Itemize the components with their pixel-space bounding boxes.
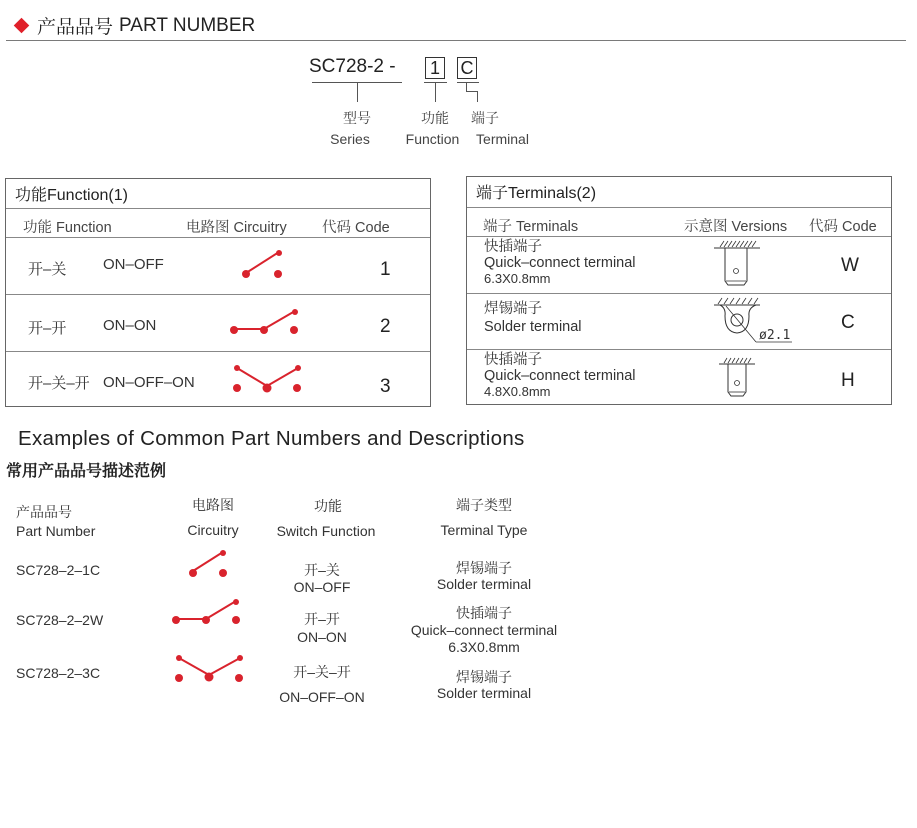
terminal-label-cn: 端子: [471, 110, 499, 126]
series-label-en: Series: [330, 131, 370, 147]
on-off-on-circuit-icon: [170, 652, 250, 688]
section-title: [12, 12, 255, 39]
example-terminal-cn: 焊锡端子: [456, 669, 512, 685]
example-part-number: SC728–2–2W: [16, 612, 104, 628]
header-code: 代码 Code: [809, 219, 877, 235]
quick-connect-terminal-narrow-icon: [717, 356, 757, 402]
function-code: 3: [380, 376, 391, 397]
terminal-desc: [484, 300, 582, 336]
terminal-table: [466, 176, 892, 405]
example-function: [262, 610, 382, 646]
header-function-cn: 功能: [314, 498, 342, 514]
terminal-row-w: [467, 237, 891, 294]
function-row-2: [6, 295, 430, 352]
terminal-leader-a: [466, 82, 467, 91]
terminal-desc: [484, 352, 636, 400]
series-leader: [357, 82, 358, 102]
terminal-cn: 快插端子: [484, 239, 542, 255]
on-on-circuit-icon: [228, 307, 308, 339]
terminal-label-en: Terminal: [476, 131, 529, 147]
example-part-number: SC728–2–1C: [16, 562, 101, 578]
terminal-desc: [484, 239, 636, 287]
example-function-cn: 开–开: [304, 611, 340, 627]
function-row-1: [6, 238, 430, 295]
example-terminal-en: Quick–connect terminal: [410, 622, 558, 638]
terminal-cn: 焊锡端子: [484, 301, 542, 317]
example-terminal-cn: 焊锡端子: [456, 560, 512, 576]
example-function-en: ON–ON: [297, 629, 347, 645]
terminal-code-box: C: [457, 57, 477, 79]
function-label-en: Function: [405, 131, 460, 147]
examples-title: Examples of Common Part Numbers and Descriptions: [18, 427, 525, 450]
on-off-circuit-icon: [236, 248, 296, 280]
on-off-on-circuit-icon: [228, 362, 308, 398]
quick-connect-terminal-wide-icon: [712, 239, 762, 291]
function-table: [5, 178, 431, 407]
header-circuitry-cn: 电路图: [192, 497, 234, 513]
terminal-row-h: [467, 350, 891, 406]
example-terminal-en: Solder terminal: [436, 685, 532, 701]
example-function-en: ON–OFF–ON: [279, 689, 365, 705]
example-terminal: [384, 560, 584, 592]
terminal-size: 4.8X0.8mm: [484, 384, 551, 399]
examples-subtitle: 常用产品品号描述范例: [6, 463, 167, 480]
function-table-caption: 功能Function(1): [6, 179, 430, 209]
function-en: ON–OFF–ON: [103, 374, 195, 391]
part-number-prefix: SC728-2 -: [309, 56, 396, 77]
example-function: [262, 660, 382, 710]
section-title-cn: 产品品号: [37, 17, 114, 38]
header-part-number-cn: 产品品号: [16, 504, 72, 520]
example-terminal: [384, 669, 584, 701]
example-function-cn: 开–关: [304, 562, 340, 578]
example-terminal-size: 6.3X0.8mm: [448, 639, 520, 655]
svg-text:ø2.1: ø2.1: [759, 328, 791, 343]
diamond-bullet-icon: [14, 18, 30, 34]
example-part-number: SC728–2–3C: [16, 665, 101, 681]
example-terminal-cn: 快插端子: [456, 605, 512, 621]
terminal-leader-b: [466, 91, 477, 92]
terminal-en: Quick–connect terminal: [484, 368, 636, 384]
header-terminal-cn: 端子类型: [456, 497, 512, 513]
header-code: 代码 Code: [322, 220, 390, 236]
terminal-row-c: [467, 294, 891, 350]
terminal-en: Solder terminal: [484, 319, 582, 335]
header-circuitry: 电路图 Circuitry: [186, 220, 287, 236]
terminal-en: Quick–connect terminal: [484, 255, 636, 271]
header-terminal-en: Terminal Type: [440, 522, 528, 538]
series-label-cn: 型号: [343, 110, 371, 126]
terminal-code: W: [841, 255, 859, 276]
header-part-number-en: Part Number: [16, 523, 96, 539]
function-label-cn: 功能: [421, 110, 449, 126]
section-title-en: PART NUMBER: [119, 14, 256, 36]
example-function-en: ON–OFF: [293, 579, 351, 595]
terminal-code: H: [841, 370, 855, 391]
solder-terminal-icon: [712, 296, 802, 348]
function-cn: 开–关: [28, 261, 67, 278]
header-terminals: 端子 Terminals: [483, 219, 579, 235]
terminal-underline: [457, 82, 479, 83]
section-divider: [6, 40, 906, 41]
on-off-circuit-icon: [183, 547, 243, 581]
example-terminal-en: Solder terminal: [436, 576, 532, 592]
function-row-3: [6, 352, 430, 408]
example-terminal: [384, 605, 584, 656]
function-code: 2: [380, 316, 391, 337]
terminal-table-caption: 端子Terminals(2): [467, 177, 891, 208]
example-function: [262, 562, 382, 596]
function-code: 1: [380, 259, 391, 280]
terminal-cn: 快插端子: [484, 352, 542, 368]
function-en: ON–ON: [103, 317, 157, 334]
header-circuitry-en: Circuitry: [187, 522, 239, 538]
header-function-en: Switch Function: [276, 523, 376, 539]
header-function: 功能 Function: [23, 220, 112, 236]
function-cn: 开–关–开: [28, 375, 90, 392]
terminal-code: C: [841, 312, 855, 333]
on-on-circuit-icon: [170, 595, 250, 629]
header-versions: 示意图 Versions: [684, 219, 788, 235]
terminal-size: 6.3X0.8mm: [484, 271, 551, 286]
function-cn: 开–开: [28, 320, 67, 337]
terminal-leader-c: [477, 91, 478, 102]
terminal-table-header: [467, 208, 891, 237]
example-function-cn: 开–关–开: [293, 664, 351, 680]
function-table-header: [6, 209, 430, 238]
function-leader: [435, 82, 436, 102]
function-en: ON–OFF: [103, 256, 164, 273]
function-code-box: 1: [425, 57, 445, 79]
